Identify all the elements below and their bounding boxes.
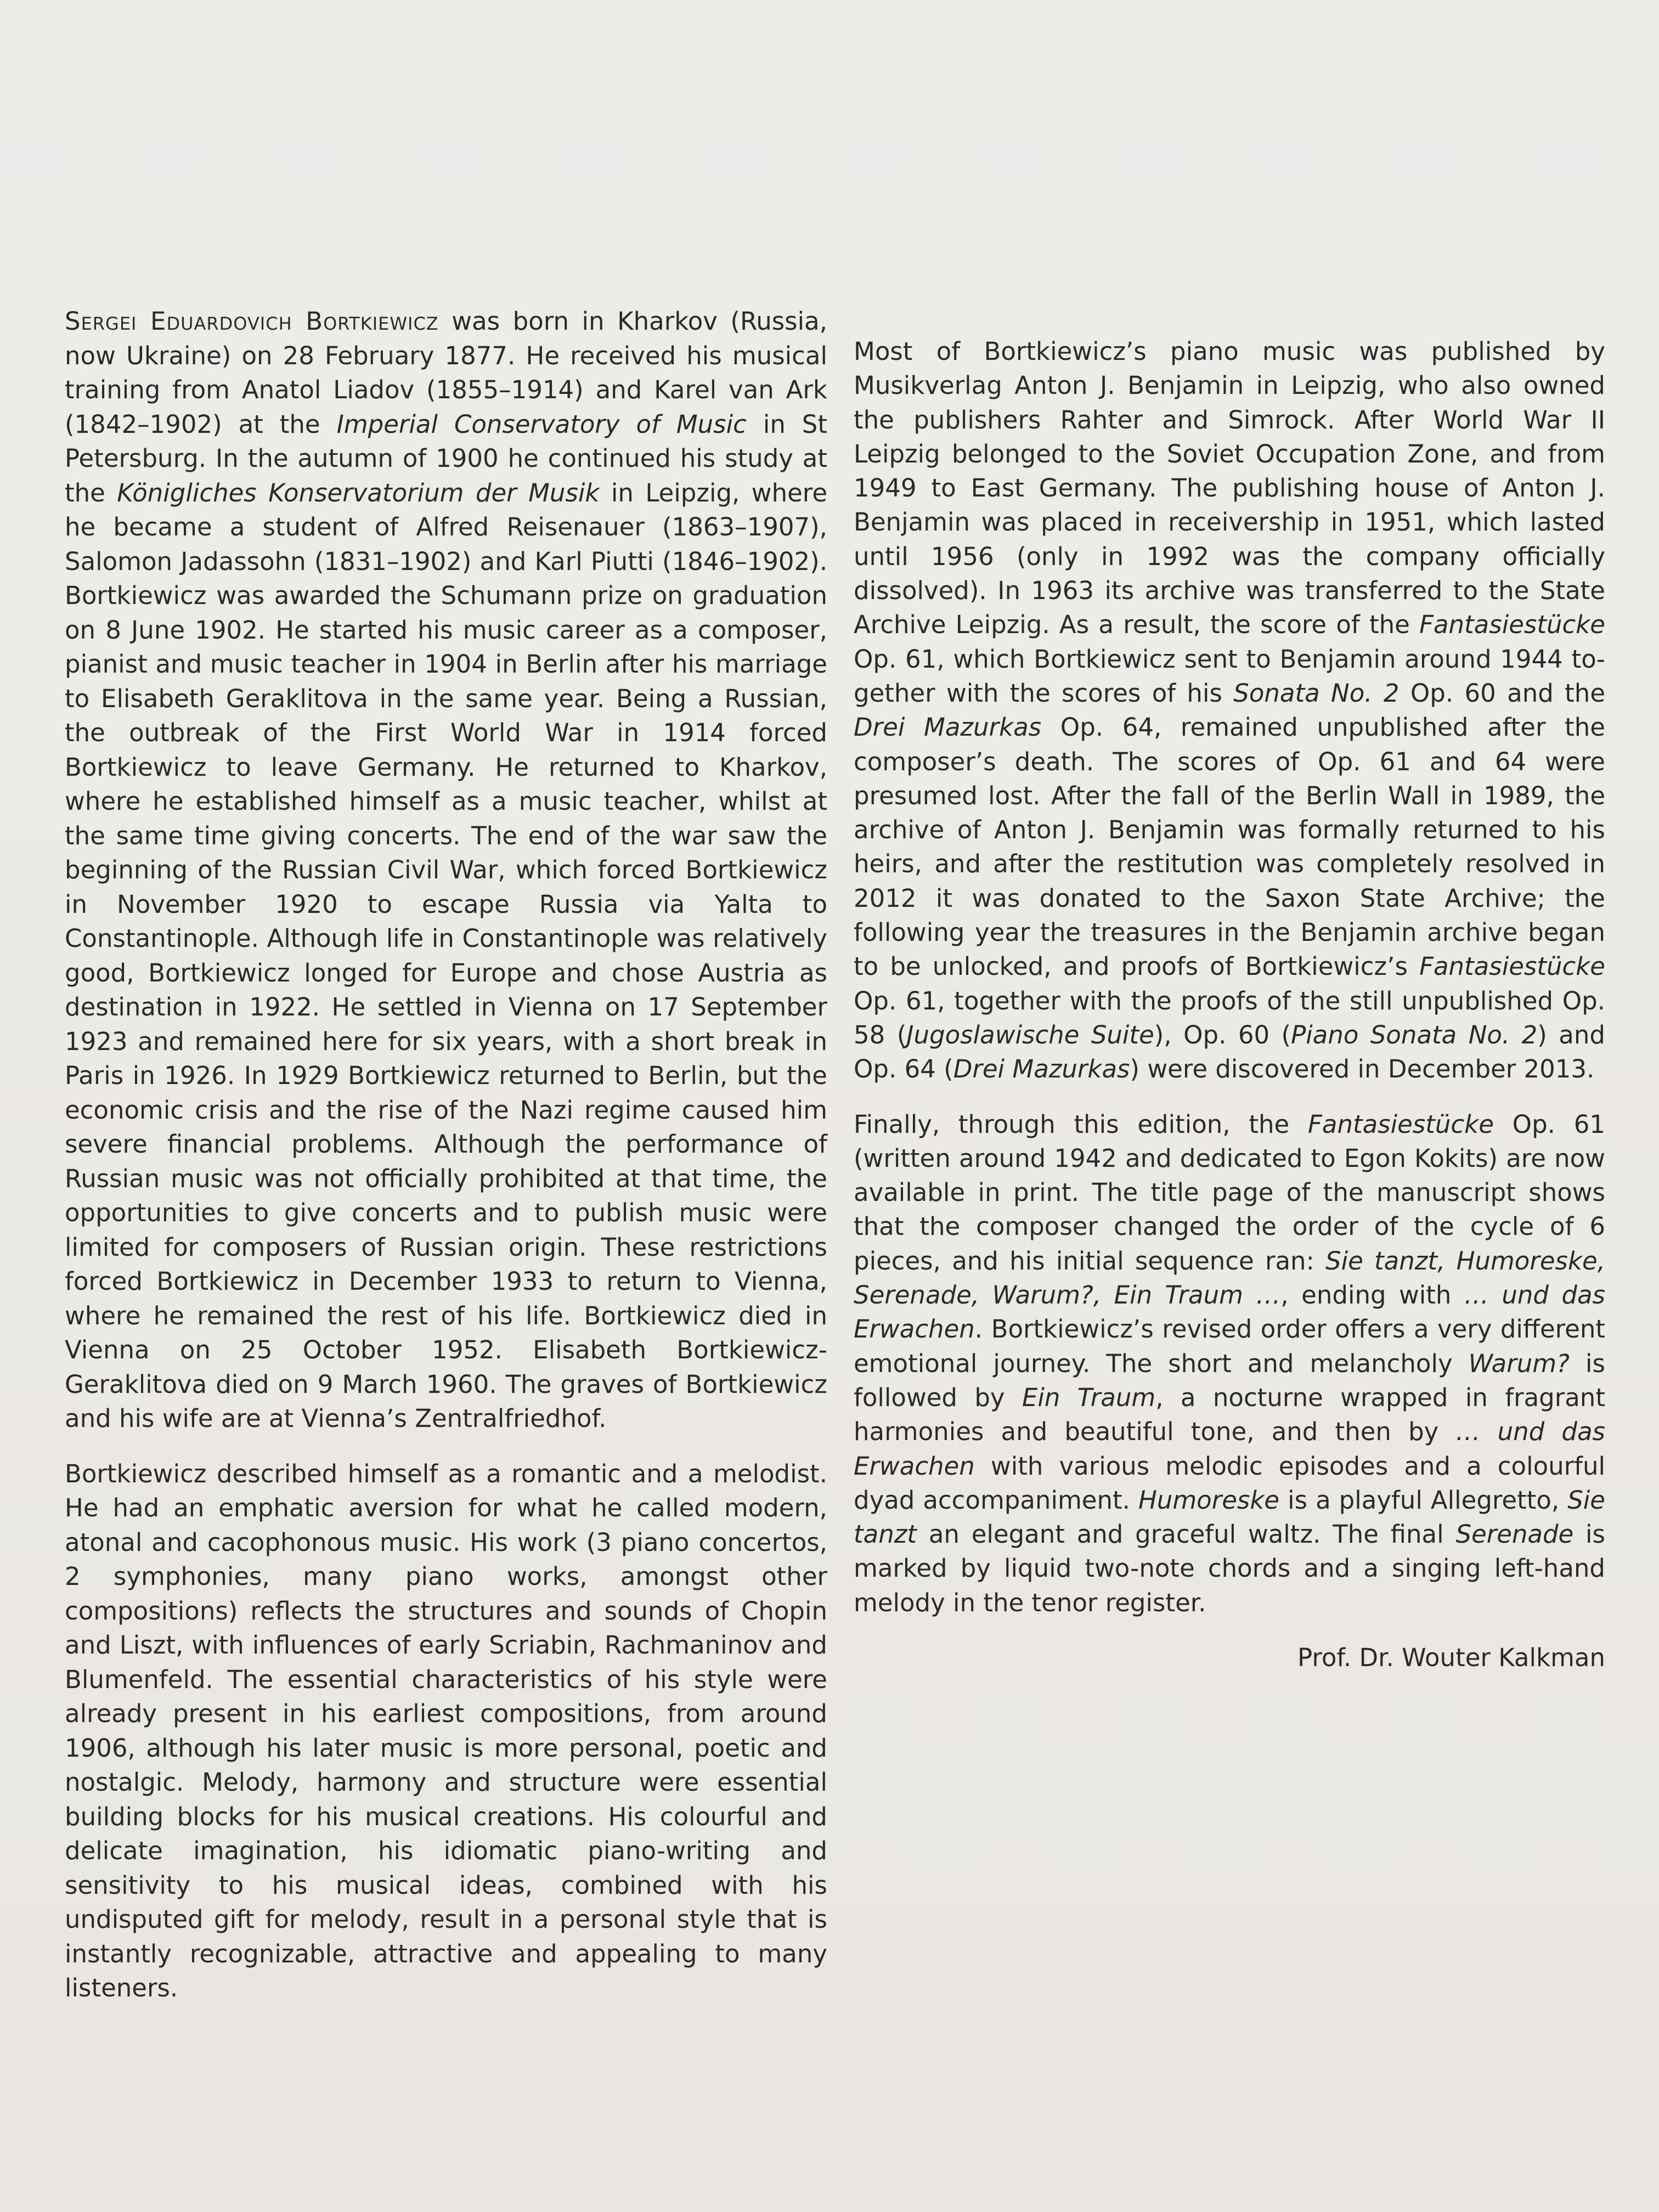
text-span: ) and Op. 64 ( bbox=[854, 1020, 1605, 1084]
text-span: Op. 64, remained unpublished after the composer’s death. The scores of Op. 61 and 64 were presumed lost. After the fall of the Berlin Wall in 1989, the archive of Anton J. Benjamin was formally returned to his heirs, and after the restitution was completely resolved in 2012 it was donated to the Saxon State Archive; the following year the treasures in the Benjamin archive began to be unlocked, and proofs of Bortkiewicz’s bbox=[854, 713, 1605, 981]
italic-span: Drei Mazurkas bbox=[854, 713, 1042, 742]
text-span: Op. 61, together with the proofs of the still unpublished Op. 58 ( bbox=[854, 986, 1605, 1049]
text-span: in St Petersburg. In the autumn of 1900 he continued his study at the bbox=[65, 409, 827, 507]
text-span: . Bortkiewicz’s revised order offers a very different emotional journey. The short and melancholy bbox=[854, 1314, 1605, 1378]
text-span: is followed by bbox=[854, 1348, 1605, 1412]
italic-span: Fantasiestücke bbox=[1307, 1109, 1494, 1139]
publication-history-paragraph bbox=[854, 335, 1605, 1087]
italic-span: Humoreske bbox=[1138, 1485, 1280, 1515]
text-span: an elegant and graceful waltz. The final bbox=[917, 1520, 1456, 1549]
text-span: , ending with bbox=[1280, 1280, 1464, 1310]
text-span: , a nocturne wrapped in fragrant harmonies and beautiful tone, and then by bbox=[854, 1383, 1605, 1447]
italic-span: Fantasiestücke bbox=[1419, 952, 1605, 981]
text-span: in Leipzig, where he became a student of Alfred Reisenauer (1863–1907), Salomon Jadassohn (1831–1902) and Karl Piutti (1846–1902). Bortkiewicz was awarded the Schumann prize on graduation on 8 June 1902. He started his music career as a composer, pianist and music teacher in 1904 in Berlin after his marriage to Elisabeth Geraklitova in the same year. Being a Russian, the outbreak of the First World War in 1914 forced Bortkiewicz to leave Germany. He returned to Kharkov, where he established himself as a music teacher, whilst at the same time giving concerts. The end of the war saw the beginning of the Russian Civil War, which forced Bortkiewicz in November 1920 to escape Russia via Yalta to Constantinople. Although life in Constantinople was relatively good, Bortkiewicz longed for Europe and chose Austria as destination in 1922. He settled in Vienna on 17 September 1923 and remained here for six years, with a short break in Paris in 1926. In 1929 Bortkiewicz returned to Berlin, but the economic crisis and the rise of the Nazi regime caused him severe financial problems. Although the performance of Russian music was not officially prohibited at that time, the opportunities to give concerts and to publish music were limited for composers of Russian origin. These restrictions forced Bortkiewicz in December 1933 to return to Vienna, where he remained the rest of his life. Bortkiewicz died in Vienna on 25 October 1952. Elisabeth Bortkiewicz-Geraklitova died on 9 March 1960. The graves of Bortkiewicz and his wife are at Vienna’s Zentralfriedhof. bbox=[65, 478, 828, 1433]
text-span: Finally, through this edition, the bbox=[854, 1109, 1308, 1139]
edition-paragraph bbox=[854, 1108, 1605, 1620]
text-span: is marked by liquid two-note chords and a singing left-hand melody in the tenor register. bbox=[854, 1520, 1605, 1617]
composer-name: Sergei Eduardovich Bortkiewicz bbox=[65, 307, 439, 336]
italic-span: Warum? bbox=[1468, 1348, 1570, 1378]
author-signature: Prof. Dr. Wouter Kalkman bbox=[1297, 1643, 1605, 1672]
text-span: ) were discovered in December 2013. bbox=[1130, 1054, 1595, 1084]
italic-span: Imperial Conservatory of Music bbox=[336, 409, 747, 439]
text-span: ), Op. 60 ( bbox=[1154, 1020, 1291, 1049]
text-span: Op. 60 and the bbox=[1399, 678, 1606, 708]
italic-span: Sie tanzt bbox=[854, 1485, 1605, 1549]
italic-span: Drei Mazurkas bbox=[953, 1054, 1130, 1084]
italic-span: Königliches Konservatorium der Musik bbox=[117, 478, 600, 507]
biography-paragraph bbox=[65, 304, 827, 1436]
style-paragraph: Bortkiewicz described himself as a romantic and a melodist. He had an emphatic aversion for what he called modern, atonal and cacophonous music. His work (3 piano concertos, 2 symphonies, many piano works, amongst other compositions) reflects the structures and sounds of Chopin and Liszt, with influences of early Scriabin, Rachmaninov and Blumenfeld. The essential characteristics of his style were already present in his earliest compositions, from around 1906, although his later music is more personal, poetic and nostalgic. Melody, harmony and structure were essential building blocks for his musical creations. His colourful and delicate imagination, his idiomatic piano-writing and sensitivity to his musical ideas, combined with his undisputed gift for melody, result in a personal style that is instantly recognizable, attractive and appealing to many listeners. bbox=[65, 1459, 827, 2002]
text-span: was born in Kharkov (Russia, now Ukraine) on 28 February 1877. He received his musical training from Anatol Liadov (1855–1914) and Karel van Ark (1842–1902) at the bbox=[65, 307, 828, 439]
text-span: is a playful Allegretto, bbox=[1279, 1485, 1568, 1515]
italic-span: Piano Sonata No. 2 bbox=[1291, 1020, 1538, 1049]
text-span: with various melodic episodes and a colourful dyad accompaniment. bbox=[854, 1451, 1605, 1515]
italic-span: Fantasiestücke bbox=[1419, 610, 1605, 640]
italic-span: Serenade bbox=[1455, 1520, 1574, 1549]
text-span: Op. 61, which Bortkiewicz sent to Benjamin around 1944 together with the scores of his bbox=[854, 644, 1605, 708]
italic-span: Jugoslawische Suite bbox=[906, 1020, 1154, 1049]
right-column bbox=[854, 335, 1605, 1675]
text-span: Most of Bortkiewicz’s piano music was published by Musikverlag Anton J. Benjamin in Leipzig, who also owned the publishers Rahter and Simrock. After World War II Leipzig belonged to the Soviet Occupation Zone, and from 1949 to East Germany. The publishing house of Anton J. Benjamin was placed in receivership in 1951, which lasted until 1956 (only in 1992 was the company officially dissolved). In 1963 its archive was transferred to the State Archive Leipzig. As a result, the score of the bbox=[854, 337, 1605, 640]
italic-span: Sonata No. 2 bbox=[1233, 678, 1400, 708]
left-column bbox=[65, 304, 827, 2027]
italic-span: Sie tanzt, Humoreske, Serenade, Warum?, Ein Traum … bbox=[854, 1246, 1605, 1310]
italic-span: … und das Erwachen bbox=[854, 1417, 1605, 1481]
italic-span: … und das Erwachen bbox=[854, 1280, 1605, 1344]
text-span: Op. 61 (written around 1942 and dedicated to Egon Kokits) are now available in print. The title page of the manuscript shows that the composer changed the order of the cycle of 6 pieces, and his initial sequence ran: bbox=[854, 1109, 1605, 1276]
italic-span: Ein Traum bbox=[1022, 1383, 1156, 1412]
